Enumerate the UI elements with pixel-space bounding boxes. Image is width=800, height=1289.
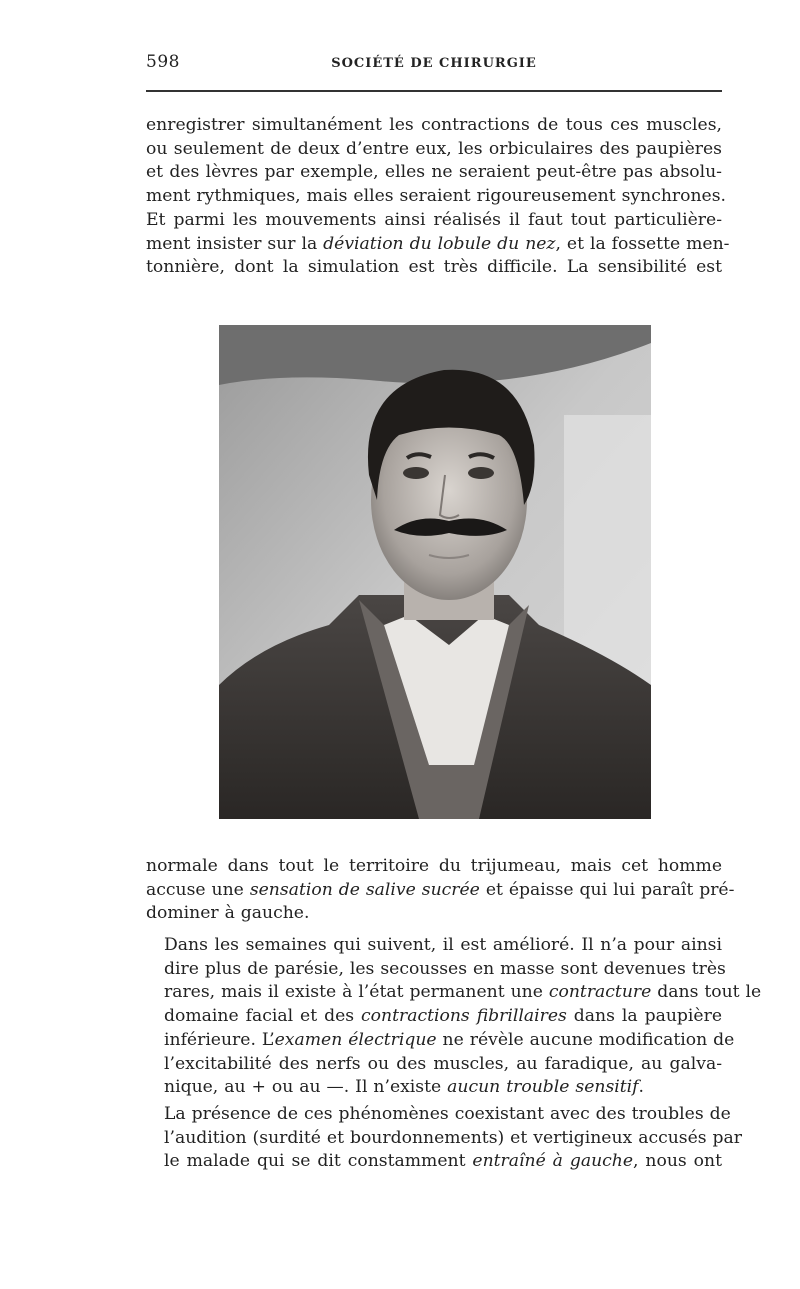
portrait-image [219, 325, 651, 819]
italic-term: entraîné à gauche [472, 1151, 634, 1172]
text-line [146, 233, 730, 257]
text-line [146, 981, 762, 1005]
text-run: , et la fossette men- [555, 233, 730, 254]
text-run: dans tout le [651, 982, 762, 1003]
italic-term: examen électrique [274, 1029, 437, 1050]
text-run: le malade qui se dit constamment [164, 1151, 473, 1172]
text-line [146, 1029, 735, 1053]
text-run: accuse une [146, 879, 250, 900]
text-line: tonnière, dont la simulation est très difficile. La sensibilité est [146, 257, 722, 278]
portrait-photo [219, 325, 651, 819]
paragraph-presence [146, 1103, 743, 1174]
page-number: 598 [146, 52, 180, 72]
text-line: enregistrer simultanément les contractions de tous ces muscles, [146, 115, 722, 135]
text-run: , nous ont [633, 1151, 722, 1172]
text-line: ment rythmiques, mais elles seraient rigoureusement synchrones. [146, 186, 726, 207]
text-run: et épaisse qui lui paraît pré- [479, 879, 735, 900]
text-line: dominer à gauche. [146, 903, 310, 924]
paragraph-after-figure [146, 855, 735, 926]
text-run: inférieure. L’ [164, 1029, 275, 1050]
text-run: ne révèle aucune modification de [436, 1029, 735, 1050]
text-line: Dans les semaines qui suivent, il est amélioré. Il n’a pour ainsi [164, 935, 722, 955]
text-run: nique, au + ou au —. Il n’existe [164, 1077, 448, 1098]
text-run: domaine facial et des [164, 1006, 362, 1027]
text-line [146, 1150, 722, 1174]
paragraph-top [146, 114, 730, 280]
text-run: rares, mais il existe à l’état permanent une [164, 982, 549, 1003]
text-run: . [638, 1077, 645, 1098]
text-line: l’excitabilité des nerfs ou des muscles, au faradique, au galva- [164, 1053, 722, 1074]
text-line [146, 879, 735, 903]
text-line: ou seulement de deux d’entre eux, les orbiculaires des paupières [146, 138, 722, 159]
text-line [146, 1005, 722, 1029]
italic-term: sensation de salive sucrée [249, 879, 480, 900]
italic-term: déviation du lobule du nez [323, 233, 556, 254]
running-title: SOCIÉTÉ DE CHIRURGIE [331, 56, 537, 71]
text-line: dire plus de parésie, les secousses en masse sont devenues très [164, 958, 726, 979]
text-line: et des lèvres par exemple, elles ne seraient peut-être pas absolu- [146, 162, 722, 183]
text-line [146, 1076, 722, 1100]
paragraph-improvement [146, 934, 762, 1100]
italic-term: aucun trouble sensitif [447, 1077, 639, 1098]
text-run: dans la paupière [566, 1006, 722, 1027]
header-rule [146, 90, 722, 92]
italic-term: contractions fibrillaires [361, 1006, 567, 1027]
italic-term: contracture [548, 982, 652, 1003]
text-line: La présence de ces phénomènes coexistant avec des troubles de [164, 1104, 731, 1124]
text-line: Et parmi les mouvements ainsi réalisés il faut tout particulière- [146, 209, 722, 230]
page-header [146, 52, 722, 76]
text-line: normale dans tout le territoire du trijumeau, mais cet homme [146, 856, 722, 876]
text-run: ment insister sur la [146, 233, 324, 254]
text-line: l’audition (surdité et bourdonnements) et vertigineux accusés par [164, 1127, 743, 1148]
